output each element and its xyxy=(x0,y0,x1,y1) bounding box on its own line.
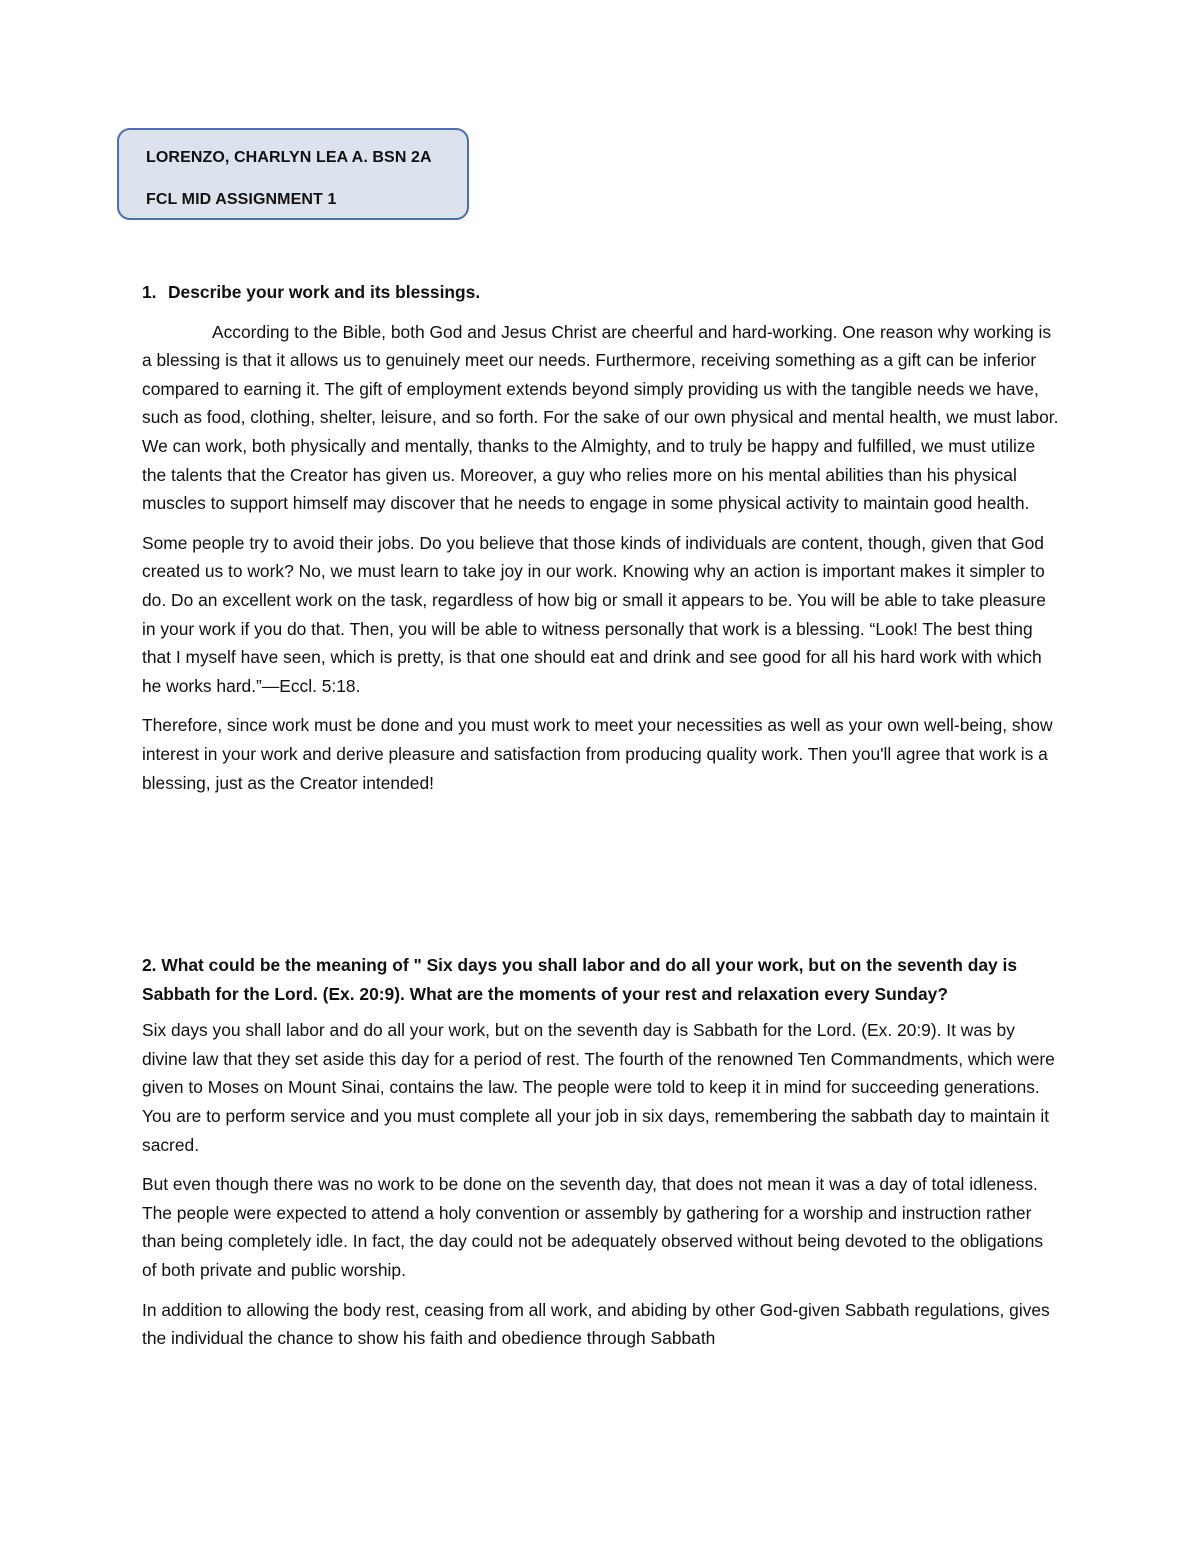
question-1-paragraph-2: Some people try to avoid their jobs. Do you believe that those kinds of individuals are content, though, given that God created us to work? No, we must learn to take joy in our work. Knowing why an action is important makes it simpler to do. Do an excellent work on the task, regardless of how big or small it appears to be. You will be able to take pleasure in your work if you do that. Then, you will be able to witness personally that work is a blessing. “Look! The best thing that I myself have seen, which is pretty, is that one should eat and drink and see good for all his hard work with which he works hard.”—Eccl. 5:18. xyxy=(142,532,1046,696)
header-box xyxy=(117,128,469,220)
question-1-paragraph-3: Therefore, since work must be done and you must work to meet your necessities as well as your own well-being, show interest in your work and derive pleasure and satisfaction from producing quality work. Then you'll agree that work is a blessing, just as the Creator intended! xyxy=(142,715,1053,793)
question-1-paragraph-1: According to the Bible, both God and Jesus Christ are cheerful and hard-working. One reason why working is a blessing is that it allows us to genuinely meet our needs. Furthermore, receiving something as a gift can be inferior compared to earning it. The gift of employment extends beyond simply providing us with the tangible needs we have, such as food, clothing, shelter, leisure, and so forth. For the sake of our own physical and mental health, we must labor. We can work, both physically and mentally, thanks to the Almighty, and to truly be happy and fulfilled, we must utilize the talents that the Creator has given us. Moreover, a guy who relies more on his mental abilities than his physical muscles to support himself may discover that he needs to engage in some physical activity to maintain good health. xyxy=(142,321,1059,514)
question-2-title: 2. What could be the meaning of " Six days you shall labor and do all your work, but on the seventh day is Sabbath for the Lord. (Ex. 20:9). What are the moments of your rest and relaxation every Sunday? xyxy=(142,955,1018,1004)
question-1-text: Describe your work and its blessings. xyxy=(168,282,481,302)
question-1-number: 1. xyxy=(142,282,157,302)
question-2-paragraph-3: In addition to allowing the body rest, ceasing from all work, and abiding by other God-given Sabbath regulations, gives the individual the chance to show his faith and obedience through Sabbath xyxy=(142,1299,1050,1349)
question-2-paragraph-1: Six days you shall labor and do all your work, but on the seventh day is Sabbath for the Lord. (Ex. 20:9). It was by divine law that they set aside this day for a period of rest. The fourth of the renowned Ten Commandments, which were given to Moses on Mount Sinai, contains the law. The people were told to keep it in mind for succeeding generations. You are to perform service and you must complete all your job in six days, remembering the sabbath day to maintain it sacred. xyxy=(142,1020,1055,1155)
student-name-line: LORENZO, CHARLYN LEA A. BSN 2A xyxy=(146,149,432,166)
question-2-paragraph-2: But even though there was no work to be done on the seventh day, that does not mean it was a day of total idleness. The people were expected to attend a holy convention or assembly by gathering for a worship and instruction rather than being completely idle. In fact, the day could not be adequately observed without being devoted to the obligations of both private and public worship. xyxy=(142,1174,1044,1280)
question-1-section xyxy=(142,278,1062,797)
question-2-section xyxy=(142,951,1062,1353)
assignment-title-line: FCL MID ASSIGNMENT 1 xyxy=(146,191,337,208)
question-1-title xyxy=(142,278,1062,307)
